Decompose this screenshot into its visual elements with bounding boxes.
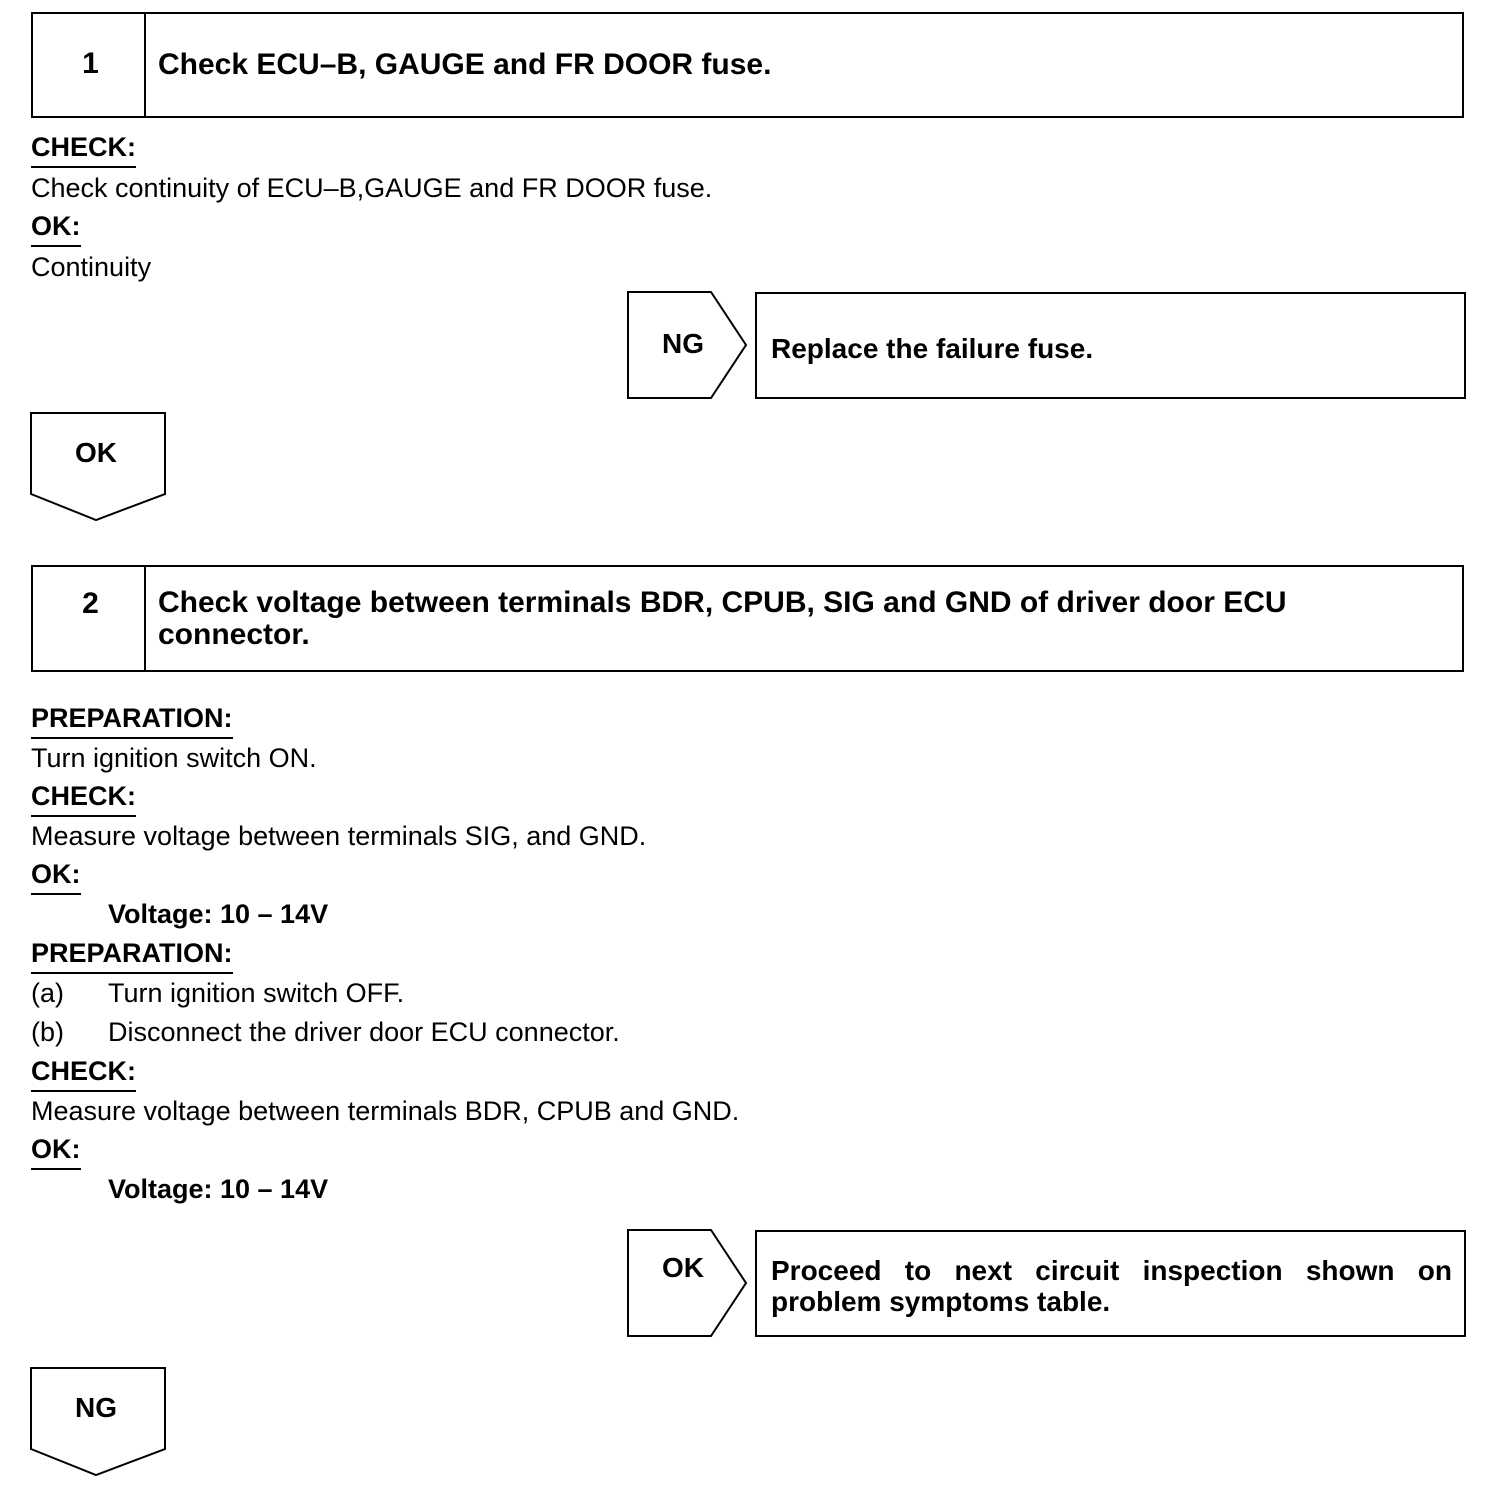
step-1-ng-branch-arrow — [627, 291, 749, 399]
step-2-prep2-item-a-marker: (a) — [31, 978, 64, 1008]
step-1-check-text: Check continuity of ECU–B,GAUGE and FR DOOR fuse. — [31, 173, 713, 203]
step-2-prep2-item-a-text: Turn ignition switch OFF. — [108, 978, 405, 1008]
step-1-ok-label-arrow: OK — [75, 437, 117, 468]
step-1-header — [31, 12, 1464, 118]
right-chevron-icon — [627, 1229, 749, 1337]
step-1-number: 1 — [33, 14, 146, 116]
step-2-ok-label: OK — [662, 1252, 704, 1283]
step-1-check-label: CHECK: — [31, 132, 136, 168]
step-2-ng-continue-arrow — [30, 1367, 167, 1477]
step-2-check2-text: Measure voltage between terminals BDR, CPUB and GND. — [31, 1096, 740, 1126]
step-1-ok-continue-arrow — [30, 412, 167, 522]
step-1-ok-text: Continuity — [31, 252, 152, 282]
step-1-title: Check ECU–B, GAUGE and FR DOOR fuse. — [158, 48, 772, 81]
step-2-prep1-label: PREPARATION: — [31, 703, 233, 739]
step-2-check2-label: CHECK: — [31, 1056, 136, 1092]
step-2-check1-label: CHECK: — [31, 781, 136, 817]
step-2-ng-label-arrow: NG — [75, 1392, 117, 1423]
step-2-ok-branch-arrow — [627, 1229, 749, 1337]
step-2-ok-result: Proceed to next circuit inspection shown on problem symptoms table. — [755, 1230, 1466, 1337]
step-1-ng-result: Replace the failure fuse. — [755, 292, 1466, 399]
step-2-ok2-label: OK: — [31, 1134, 81, 1170]
step-2-ok1-label: OK: — [31, 859, 81, 895]
step-1-ok-label: OK: — [31, 211, 81, 247]
step-2-title: Check voltage between terminals BDR, CPUB, SIG and GND of driver door ECU connector. — [158, 586, 1287, 651]
step-2-ok2-spec: Voltage: 10 – 14V — [108, 1174, 329, 1204]
step-1-ng-label: NG — [662, 328, 704, 359]
step-2-number: 2 — [33, 567, 146, 670]
step-2-check1-text: Measure voltage between terminals SIG, and GND. — [31, 821, 647, 851]
step-2-prep2-item-b-marker: (b) — [31, 1017, 64, 1047]
step-2-prep2-label: PREPARATION: — [31, 938, 233, 974]
step-2-ok1-spec: Voltage: 10 – 14V — [108, 899, 329, 929]
step-2-prep1-text: Turn ignition switch ON. — [31, 743, 317, 773]
step-2-prep2-item-b-text: Disconnect the driver door ECU connector. — [108, 1017, 620, 1047]
step-2-header — [31, 565, 1464, 672]
